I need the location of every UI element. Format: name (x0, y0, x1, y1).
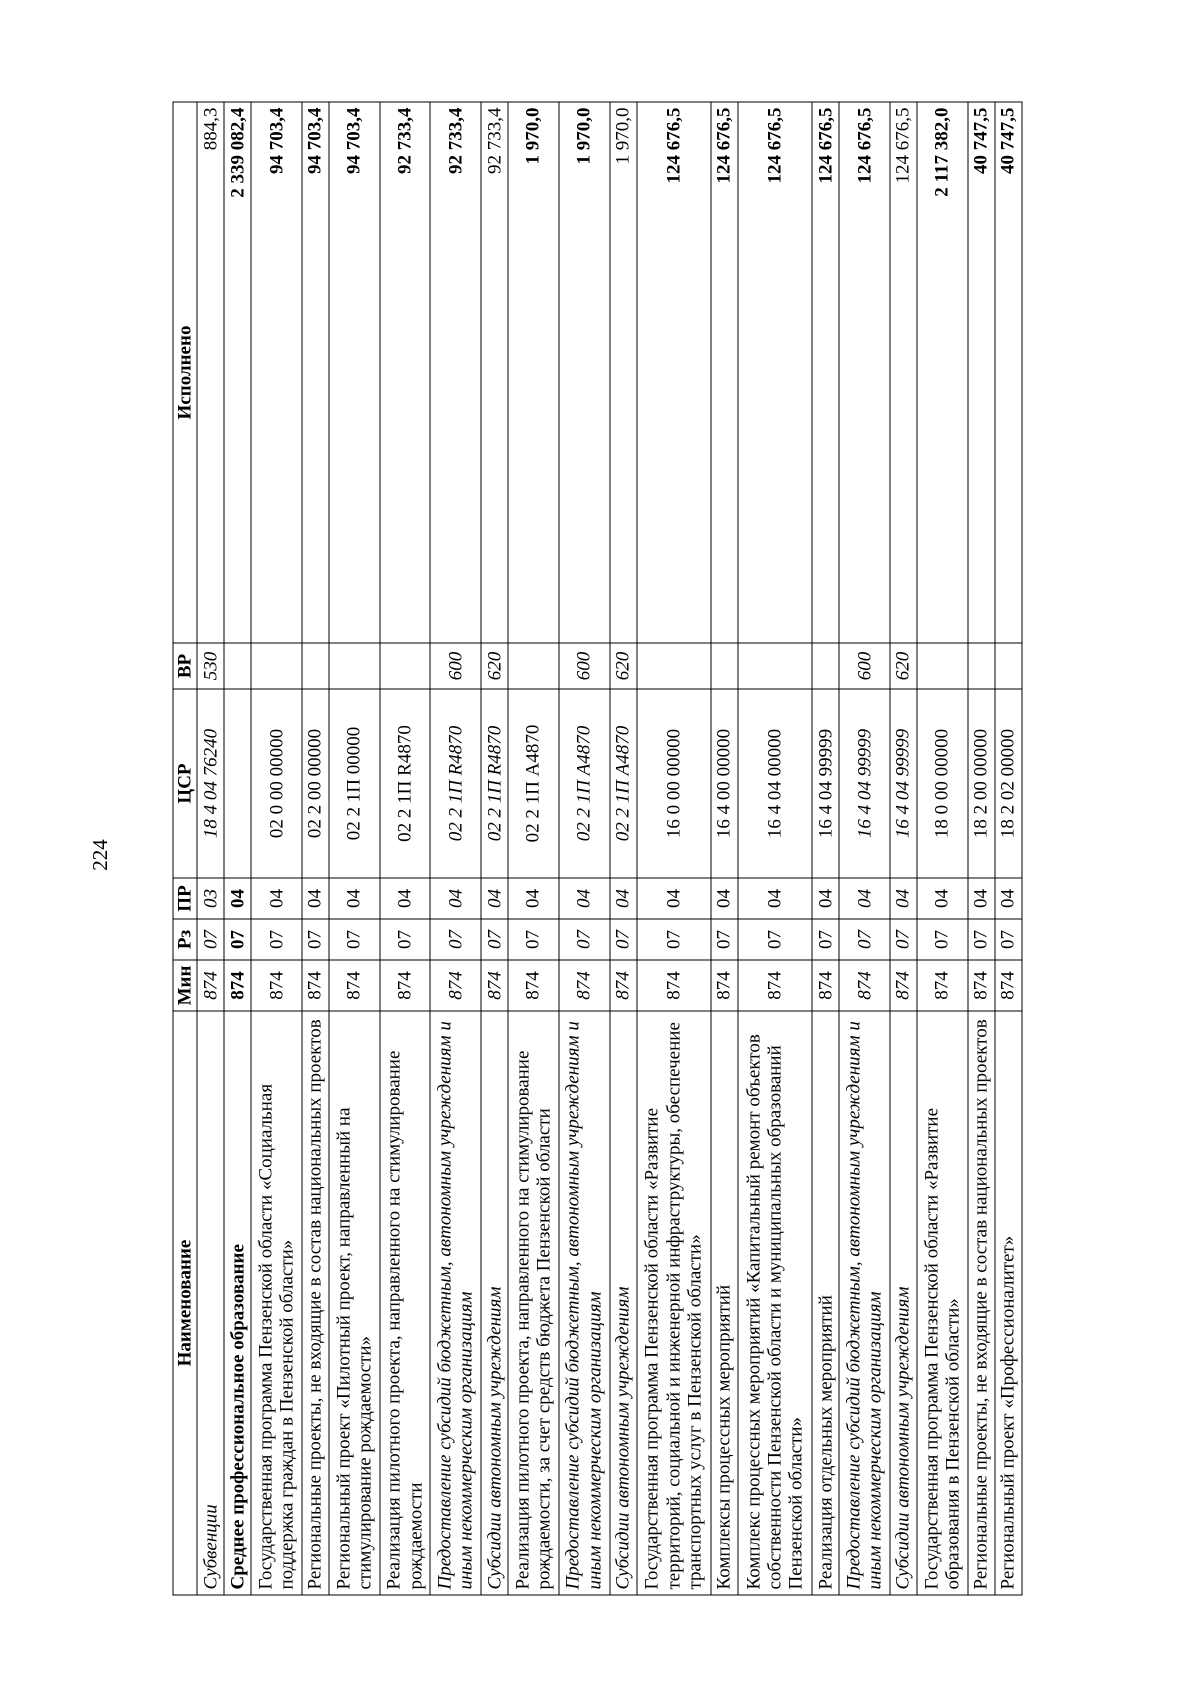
cell-csr (224, 689, 251, 878)
cell-vr (710, 643, 737, 689)
header-rz: Рз (173, 919, 197, 960)
cell-done: 40 747,5 (994, 102, 1021, 643)
cell-name: Государственная программа Пензенской области «Развитие образования в Пензенской области» (917, 1011, 968, 1595)
cell-pr: 04 (839, 878, 890, 919)
cell-vr (967, 643, 994, 689)
cell-min: 874 (812, 960, 839, 1011)
cell-name: Региональные проекты, не входящие в состав национальных проектов (967, 1011, 994, 1595)
cell-csr: 18 2 02 00000 (994, 689, 1021, 878)
cell-pr: 04 (994, 878, 1021, 919)
cell-rz: 07 (251, 919, 302, 960)
table-header-row (173, 102, 197, 1595)
cell-min: 874 (890, 960, 917, 1011)
table-row (994, 102, 1021, 1595)
cell-name: Реализация пилотного проекта, направленного на стимулирование рождаемости, за счет средств бюджета Пензенской области (508, 1011, 559, 1595)
cell-vr (636, 643, 710, 689)
cell-vr (917, 643, 968, 689)
cell-csr: 16 4 04 99999 (839, 689, 890, 878)
cell-done: 92 733,4 (481, 102, 508, 643)
cell-rz: 07 (994, 919, 1021, 960)
budget-table-container (172, 103, 1022, 1596)
table-row (481, 102, 508, 1595)
header-pr: ПР (173, 878, 197, 919)
cell-done: 2 339 082,4 (224, 102, 251, 643)
cell-name: Государственная программа Пензенской области «Развитие территорий, социальной и инженерной инфраструктуры, обеспечение транспортных услуг в Пензенской области» (636, 1011, 710, 1595)
header-min: Мин (173, 960, 197, 1011)
cell-min: 874 (430, 960, 481, 1011)
cell-min: 874 (302, 960, 329, 1011)
cell-done: 124 676,5 (737, 102, 811, 643)
header-vr: ВР (173, 643, 197, 689)
cell-pr: 04 (329, 878, 380, 919)
cell-done: 1 970,0 (508, 102, 559, 643)
table-body (197, 102, 1022, 1595)
cell-min: 874 (994, 960, 1021, 1011)
cell-vr (994, 643, 1021, 689)
cell-name: Реализация отдельных мероприятий (812, 1011, 839, 1595)
cell-vr: 600 (430, 643, 481, 689)
cell-csr: 16 4 00 00000 (710, 689, 737, 878)
cell-vr (224, 643, 251, 689)
cell-min: 874 (251, 960, 302, 1011)
cell-pr: 04 (558, 878, 609, 919)
table-row (710, 102, 737, 1595)
cell-vr (508, 643, 559, 689)
cell-name: Субсидии автономным учреждениям (481, 1011, 508, 1595)
cell-name: Предоставление субсидий бюджетным, автономным учреждениям и иным некоммерческим организациям (839, 1011, 890, 1595)
cell-csr: 18 0 00 00000 (917, 689, 968, 878)
cell-vr: 620 (481, 643, 508, 689)
cell-min: 874 (329, 960, 380, 1011)
cell-vr: 530 (197, 643, 224, 689)
cell-rz: 07 (812, 919, 839, 960)
cell-vr: 600 (558, 643, 609, 689)
cell-rz: 07 (508, 919, 559, 960)
cell-rz: 07 (917, 919, 968, 960)
cell-csr: 02 2 1П 00000 (329, 689, 380, 878)
cell-pr: 04 (890, 878, 917, 919)
cell-name: Предоставление субсидий бюджетным, автономным учреждениям и иным некоммерческим организациям (430, 1011, 481, 1595)
cell-vr (379, 643, 430, 689)
cell-pr: 04 (737, 878, 811, 919)
cell-done: 94 703,4 (302, 102, 329, 643)
table-row (329, 102, 380, 1595)
cell-name: Предоставление субсидий бюджетным, автономным учреждениям и иным некоммерческим организациям (558, 1011, 609, 1595)
cell-min: 874 (839, 960, 890, 1011)
cell-pr: 04 (636, 878, 710, 919)
table-row (302, 102, 329, 1595)
cell-pr: 04 (967, 878, 994, 919)
cell-rz: 07 (430, 919, 481, 960)
table-row (967, 102, 994, 1595)
header-done: Исполнено (173, 102, 197, 643)
table-row (812, 102, 839, 1595)
table-row (430, 102, 481, 1595)
cell-done: 124 676,5 (636, 102, 710, 643)
cell-min: 874 (197, 960, 224, 1011)
cell-rz: 07 (197, 919, 224, 960)
table-row (379, 102, 430, 1595)
cell-min: 874 (379, 960, 430, 1011)
cell-done: 92 733,4 (379, 102, 430, 643)
cell-csr: 02 2 1П R4870 (430, 689, 481, 878)
cell-pr: 04 (379, 878, 430, 919)
cell-rz: 07 (967, 919, 994, 960)
cell-done: 92 733,4 (430, 102, 481, 643)
cell-pr: 04 (224, 878, 251, 919)
table-row (609, 102, 636, 1595)
table-row (890, 102, 917, 1595)
cell-pr: 04 (508, 878, 559, 919)
cell-min: 874 (636, 960, 710, 1011)
cell-csr: 16 0 00 00000 (636, 689, 710, 878)
cell-rz: 07 (302, 919, 329, 960)
cell-vr (302, 643, 329, 689)
cell-min: 874 (967, 960, 994, 1011)
cell-name: Субвенции (197, 1011, 224, 1595)
cell-vr (812, 643, 839, 689)
cell-rz: 07 (710, 919, 737, 960)
cell-min: 874 (508, 960, 559, 1011)
cell-rz: 07 (379, 919, 430, 960)
cell-rz: 07 (329, 919, 380, 960)
cell-pr: 04 (812, 878, 839, 919)
table-row (917, 102, 968, 1595)
table-row (224, 102, 251, 1595)
cell-min: 874 (224, 960, 251, 1011)
cell-name: Субсидии автономным учреждениям (609, 1011, 636, 1595)
cell-min: 874 (609, 960, 636, 1011)
cell-done: 124 676,5 (839, 102, 890, 643)
cell-pr: 04 (710, 878, 737, 919)
cell-vr (251, 643, 302, 689)
cell-name: Региональные проекты, не входящие в состав национальных проектов (302, 1011, 329, 1595)
cell-rz: 07 (737, 919, 811, 960)
table-row (737, 102, 811, 1595)
cell-done: 94 703,4 (251, 102, 302, 643)
cell-done: 1 970,0 (609, 102, 636, 643)
cell-vr (737, 643, 811, 689)
cell-pr: 04 (609, 878, 636, 919)
cell-name: Комплекс процессных мероприятий «Капитальный ремонт объектов собственности Пензенской области и муниципальных образований Пензенской области» (737, 1011, 811, 1595)
cell-csr: 02 2 1П A4870 (508, 689, 559, 878)
header-name: Наименование (173, 1011, 197, 1595)
header-csr: ЦСР (173, 689, 197, 878)
cell-rz: 07 (609, 919, 636, 960)
cell-csr: 02 2 1П R4870 (481, 689, 508, 878)
table-row (197, 102, 224, 1595)
cell-pr: 04 (430, 878, 481, 919)
cell-min: 874 (558, 960, 609, 1011)
cell-pr: 04 (251, 878, 302, 919)
cell-name: Среднее профессиональное образование (224, 1011, 251, 1595)
cell-min: 874 (917, 960, 968, 1011)
cell-done: 2 117 382,0 (917, 102, 968, 643)
cell-done: 40 747,5 (967, 102, 994, 643)
cell-done: 1 970,0 (558, 102, 609, 643)
cell-csr: 18 4 04 76240 (197, 689, 224, 878)
cell-csr: 16 4 04 99999 (812, 689, 839, 878)
cell-name: Субсидии автономным учреждениям (890, 1011, 917, 1595)
cell-pr: 04 (481, 878, 508, 919)
cell-min: 874 (710, 960, 737, 1011)
page-number: 224 (88, 839, 112, 871)
cell-name: Региональный проект «Пилотный проект, направленный на стимулирование рождаемости» (329, 1011, 380, 1595)
table-row (558, 102, 609, 1595)
cell-csr: 02 2 1П A4870 (609, 689, 636, 878)
budget-table (172, 102, 1022, 1596)
cell-csr: 02 0 00 00000 (251, 689, 302, 878)
cell-pr: 03 (197, 878, 224, 919)
cell-pr: 04 (302, 878, 329, 919)
cell-vr: 600 (839, 643, 890, 689)
cell-min: 874 (481, 960, 508, 1011)
cell-csr: 16 4 04 00000 (737, 689, 811, 878)
cell-pr: 04 (917, 878, 968, 919)
cell-min: 874 (737, 960, 811, 1011)
table-row (508, 102, 559, 1595)
cell-rz: 07 (224, 919, 251, 960)
table-row (251, 102, 302, 1595)
cell-rz: 07 (890, 919, 917, 960)
table-row (636, 102, 710, 1595)
cell-name: Комплексы процессных мероприятий (710, 1011, 737, 1595)
cell-rz: 07 (481, 919, 508, 960)
cell-vr (329, 643, 380, 689)
cell-vr: 620 (890, 643, 917, 689)
cell-rz: 07 (839, 919, 890, 960)
cell-name: Реализация пилотного проекта, направленного на стимулирование рождаемости (379, 1011, 430, 1595)
table-row (839, 102, 890, 1595)
cell-rz: 07 (636, 919, 710, 960)
cell-done: 884,3 (197, 102, 224, 643)
cell-done: 124 676,5 (812, 102, 839, 643)
cell-done: 124 676,5 (890, 102, 917, 643)
cell-csr: 02 2 1П A4870 (558, 689, 609, 878)
cell-csr: 18 2 00 00000 (967, 689, 994, 878)
cell-name: Государственная программа Пензенской области «Социальная поддержка граждан в Пензенской области» (251, 1011, 302, 1595)
cell-vr: 620 (609, 643, 636, 689)
cell-csr: 16 4 04 99999 (890, 689, 917, 878)
cell-csr: 02 2 00 00000 (302, 689, 329, 878)
cell-csr: 02 2 1П R4870 (379, 689, 430, 878)
cell-rz: 07 (558, 919, 609, 960)
cell-done: 124 676,5 (710, 102, 737, 643)
cell-done: 94 703,4 (329, 102, 380, 643)
cell-name: Региональный проект «Профессионалитет» (994, 1011, 1021, 1595)
